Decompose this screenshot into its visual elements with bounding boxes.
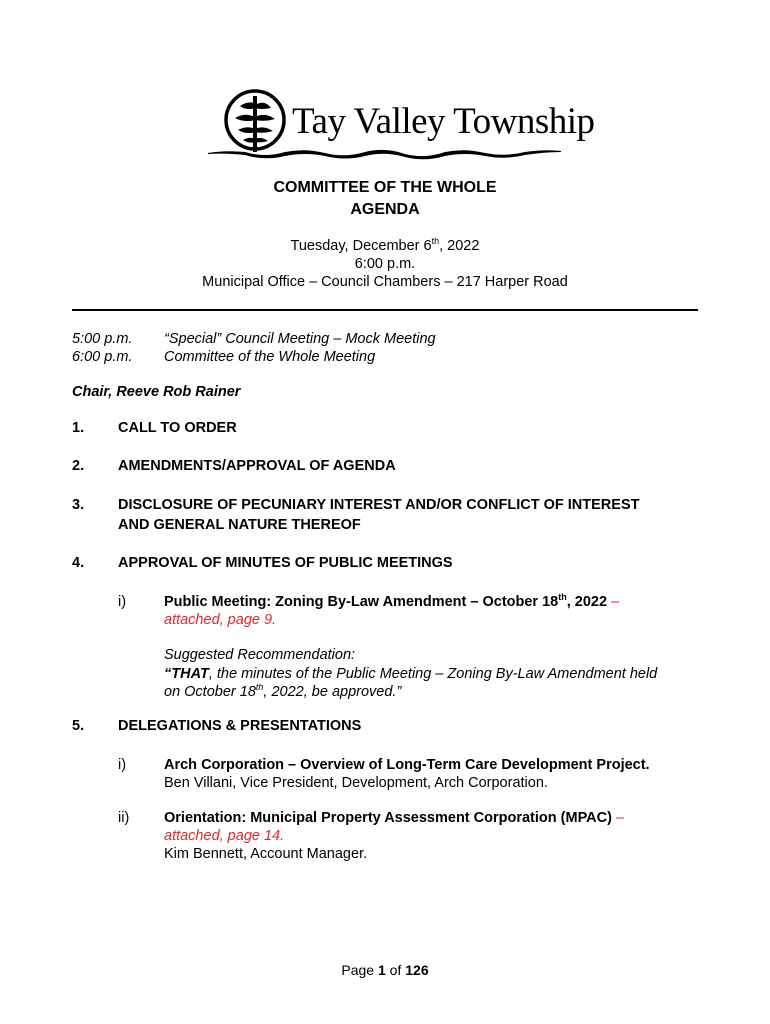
- page-title-line2: AGENDA: [350, 201, 420, 218]
- item-4-title: APPROVAL OF MINUTES OF PUBLIC MEETINGS: [118, 555, 453, 571]
- item-4-sub-number: i): [118, 594, 127, 610]
- schedule-label-2: Committee of the Whole Meeting: [164, 349, 376, 365]
- item-2-title: AMENDMENTS/APPROVAL OF AGENDA: [118, 458, 396, 474]
- item-4-recommendation-line1: “THAT, the minutes of the Public Meeting – Zoning By-Law Amendment held: [164, 666, 658, 682]
- item-3-title-line2: AND GENERAL NATURE THEREOF: [118, 517, 361, 533]
- item-4-recommendation-line2: on October 18th, 2022, be approved.”: [164, 682, 402, 700]
- schedule-time-2: 6:00 p.m.: [72, 349, 133, 365]
- item-5-sub-1-detail: Ben Villani, Vice President, Development, Arch Corporation.: [164, 775, 548, 791]
- item-5-sub-2-title: Orientation: Municipal Property Assessment Corporation (MPAC) –: [164, 810, 625, 826]
- chair: Chair, Reeve Rob Rainer: [72, 384, 241, 400]
- item-4-attached-link[interactable]: attached, page 9.: [164, 612, 277, 628]
- item-1-number: 1.: [72, 420, 85, 436]
- schedule-label-1: “Special” Council Meeting – Mock Meeting: [164, 331, 436, 347]
- item-5-sub-1-number: i): [118, 757, 127, 773]
- item-3-number: 3.: [72, 497, 85, 513]
- item-5-title: DELEGATIONS & PRESENTATIONS: [118, 718, 362, 734]
- item-2-number: 2.: [72, 458, 85, 474]
- meeting-date: Tuesday, December 6th, 2022: [290, 236, 480, 254]
- item-5-number: 5.: [72, 718, 85, 734]
- page-number: Page 1 of 126: [341, 962, 429, 978]
- schedule-time-1: 5:00 p.m.: [72, 331, 133, 347]
- meeting-time: 6:00 p.m.: [354, 256, 416, 272]
- item-4-recommendation-label: Suggested Recommendation:: [164, 647, 356, 663]
- item-1-title: CALL TO ORDER: [118, 420, 237, 436]
- item-5-sub-2-detail: Kim Bennett, Account Manager.: [164, 846, 368, 862]
- item-5-sub-2-number: ii): [118, 810, 130, 826]
- logo-text: Tay Valley Township: [292, 101, 595, 142]
- meeting-location: Municipal Office – Council Chambers – 217 Harper Road: [202, 274, 568, 290]
- item-4-number: 4.: [72, 555, 85, 571]
- item-5-sub-2-attached-link[interactable]: attached, page 14.: [164, 828, 285, 844]
- header-divider: [72, 309, 698, 311]
- item-5-sub-1-title: Arch Corporation – Overview of Long-Term Care Development Project.: [164, 757, 650, 773]
- page-title-line1: COMMITTEE OF THE WHOLE: [273, 179, 497, 196]
- item-3-title-line1: DISCLOSURE OF PECUNIARY INTEREST AND/OR CONFLICT OF INTEREST: [118, 497, 640, 513]
- item-4-sub-title: Public Meeting: Zoning By-Law Amendment – October 18th, 2022 –: [164, 592, 620, 610]
